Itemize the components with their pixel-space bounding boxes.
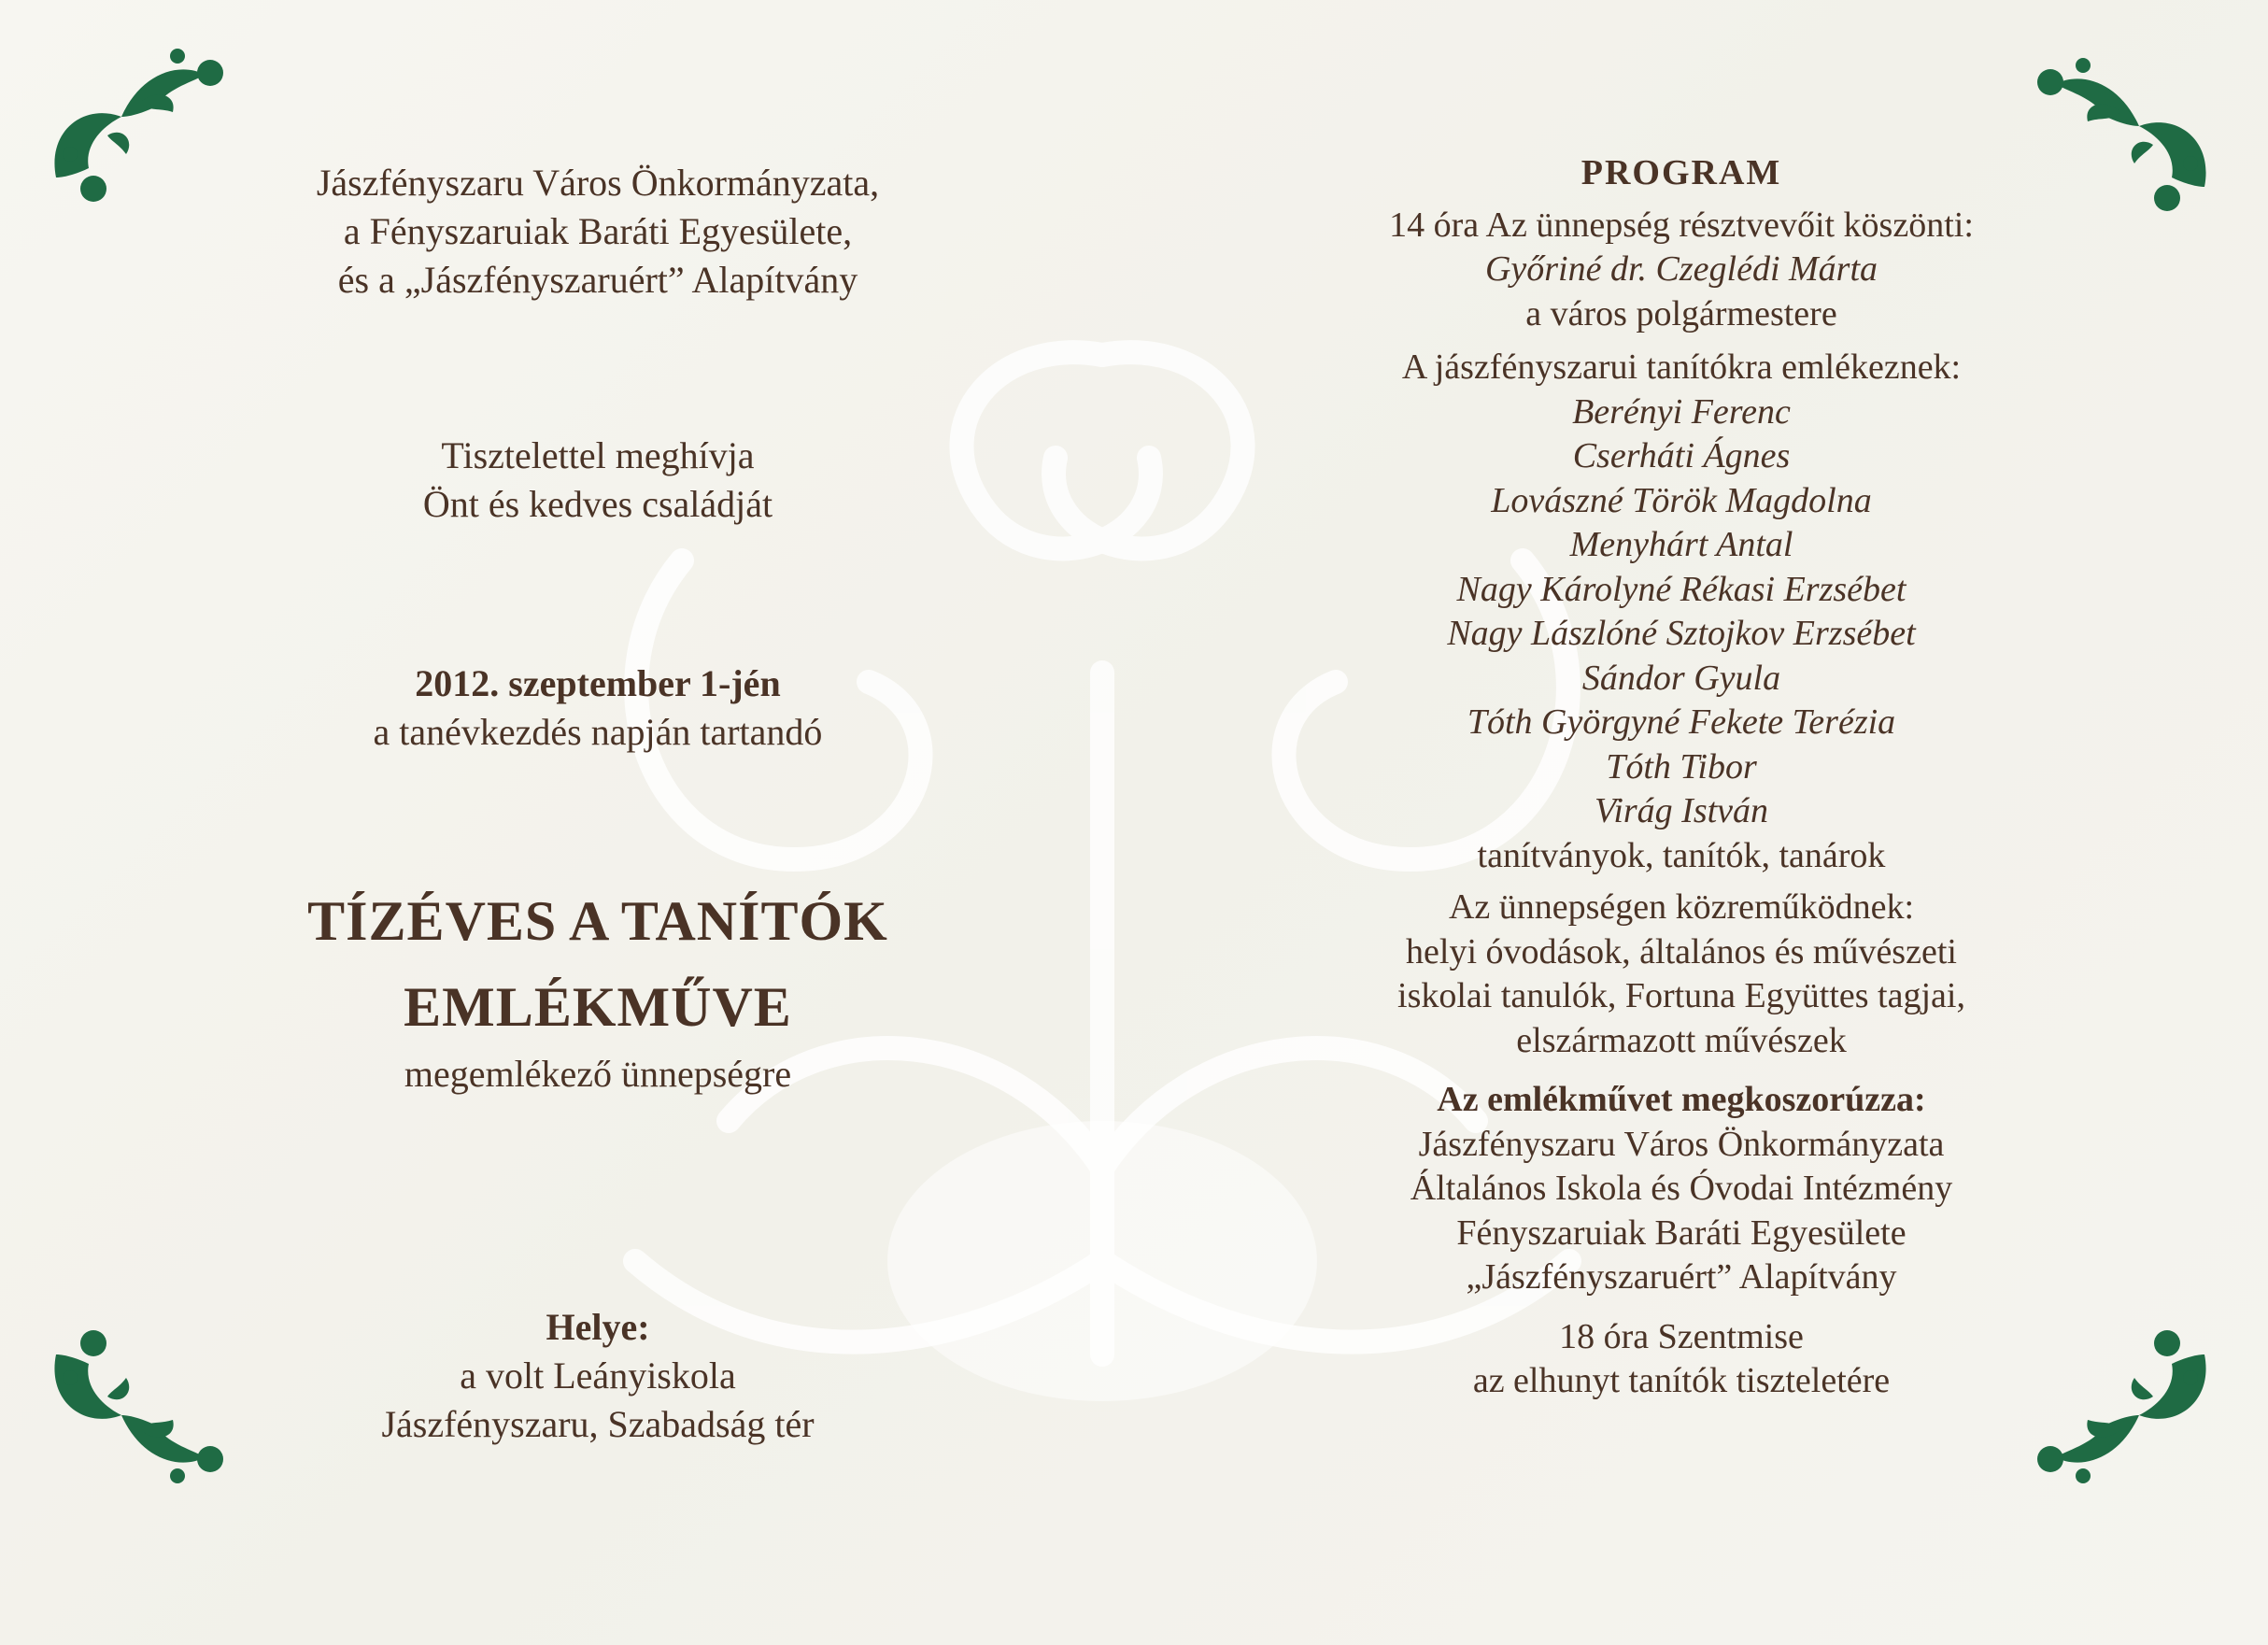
- rememberer: Tóth Tibor: [1606, 746, 1757, 787]
- wreath-heading: Az emlékművet megkoszorúzza:: [1437, 1080, 1926, 1119]
- rememberer: Nagy Károlyné Rékasi Erzsébet: [1456, 569, 1907, 609]
- event-title: EMLÉKMŰVE: [404, 976, 792, 1038]
- event-date-sub: a tanévkezdés napján tartandó: [373, 711, 823, 753]
- hosts-block: [187, 159, 1009, 305]
- event-title: TÍZÉVES A TANÍTÓK: [307, 890, 888, 952]
- rememberer: Berényi Ferenc: [1572, 391, 1791, 432]
- invite-line: Tisztelettel meghívja: [441, 434, 755, 476]
- mass-sub: az elhunyt tanítók tiszteletére: [1472, 1361, 1891, 1400]
- contributor-line: iskolai tanulók, Fortuna Együttes tagjai,: [1397, 976, 1965, 1015]
- program-greeting: 14 óra Az ünnepség résztvevőit köszönti:: [1389, 205, 1974, 245]
- rememberer: Cserháti Ágnes: [1572, 436, 1791, 475]
- mayor-role: a város polgármestere: [1525, 293, 1837, 333]
- wreath-line: Fényszaruiak Baráti Egyesülete: [1456, 1212, 1907, 1253]
- host-line: Jászfényszaru Város Önkormányzata,: [316, 162, 880, 204]
- place-line: Jászfényszaru, Szabadság tér: [381, 1403, 815, 1445]
- rememberers-tail: tanítványok, tanítók, tanárok: [1477, 835, 1886, 875]
- date-block: [187, 659, 1009, 757]
- place-line: a volt Leányiskola: [460, 1354, 736, 1397]
- place-block: [187, 1303, 1009, 1449]
- place-label: Helye:: [546, 1306, 650, 1348]
- event-title-block: [187, 878, 1009, 1099]
- rememberer: Tóth Györgyné Fekete Terézia: [1467, 702, 1896, 742]
- host-line: a Fényszaruiak Baráti Egyesülete,: [343, 210, 853, 252]
- rememberer: Virág István: [1594, 791, 1769, 830]
- rememberer: Nagy Lászlóné Sztojkov Erzsébet: [1447, 614, 1916, 653]
- contributor-line: helyi óvodások, általános és művészeti: [1406, 931, 1957, 971]
- event-title-sub: megemlékező ünnepségre: [404, 1053, 792, 1095]
- mass-time: 18 óra Szentmise: [1559, 1316, 1804, 1356]
- rememberer: Sándor Gyula: [1581, 658, 1781, 698]
- event-date: 2012. szeptember 1-jén: [415, 662, 781, 704]
- remember-heading: A jászfényszarui tanítókra emlékeznek:: [1401, 347, 1962, 387]
- mayor-name: Győriné dr. Czeglédi Márta: [1484, 249, 1878, 289]
- invite-block: [187, 432, 1009, 529]
- program-title: PROGRAM: [1581, 153, 1782, 192]
- contributors-heading: Az ünnepségen közreműködnek:: [1448, 887, 1915, 927]
- invite-line: Önt és kedves családját: [422, 483, 773, 525]
- contributor-line: elszármazott művészek: [1516, 1020, 1847, 1060]
- host-line: és a „Jászfényszaruért” Alapítvány: [337, 259, 858, 301]
- wreath-line: Jászfényszaru Város Önkormányzata: [1418, 1124, 1945, 1164]
- program-block: [1308, 151, 2055, 1404]
- wreath-line: „Jászfényszaruért” Alapítvány: [1466, 1257, 1897, 1297]
- rememberer: Lovászné Török Magdolna: [1491, 480, 1872, 520]
- wreath-line: Általános Iskola és Óvodai Intézmény: [1410, 1169, 1953, 1208]
- rememberer: Menyhárt Antal: [1569, 525, 1793, 564]
